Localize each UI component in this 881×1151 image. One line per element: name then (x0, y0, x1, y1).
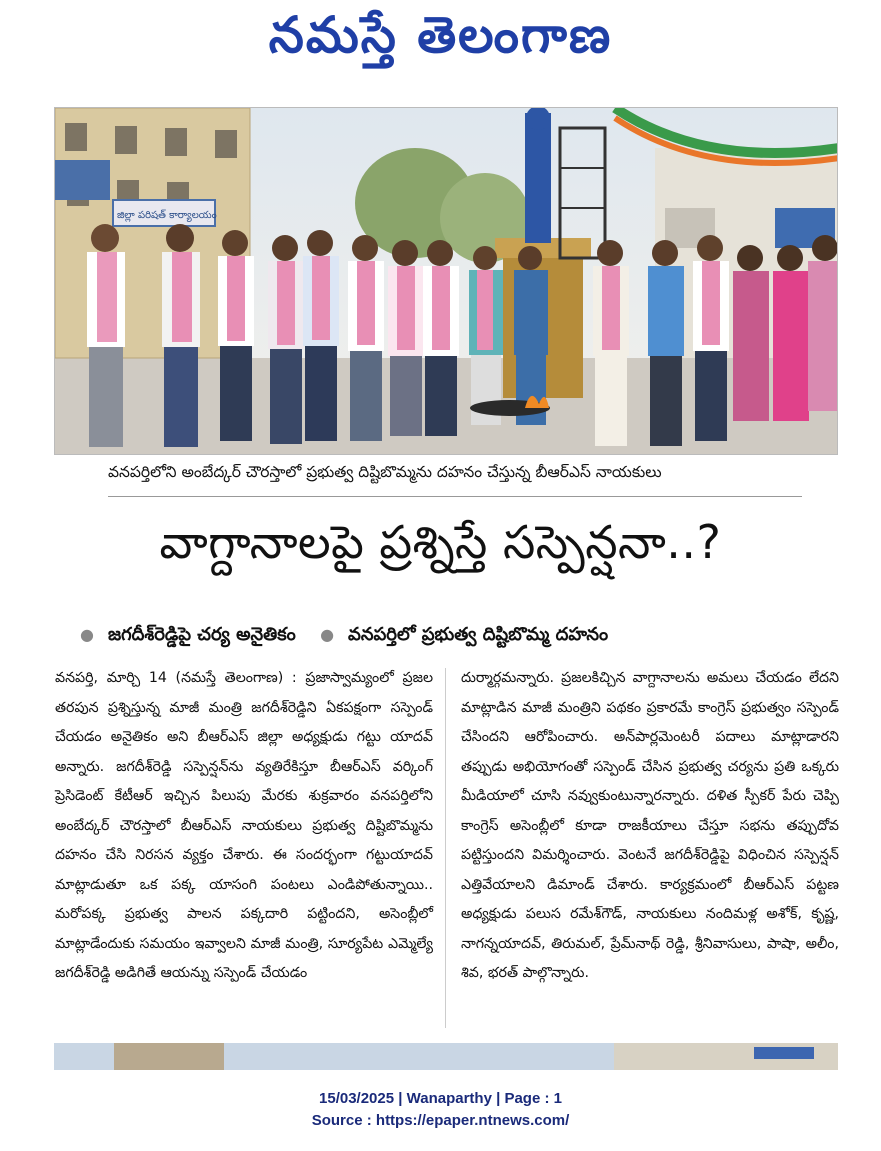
bullet-icon: ● (320, 625, 335, 644)
headline: వాగ్దానాలపై ప్రశ్నిస్తే సస్పెన్షనా..? (159, 515, 722, 569)
bullet-icon: ● (80, 625, 94, 644)
subhead-2: వనపర్తిలో ప్రభుత్వ దిష్టిబొమ్మ దహనం (348, 624, 609, 645)
footer (0, 1088, 881, 1132)
masthead (0, 0, 881, 78)
footer-edition: 15/03/2025 | Wanaparthy | Page : 1 (319, 1090, 562, 1107)
column-divider (445, 668, 446, 1028)
footer-source: Source : https://epaper.ntnews.com/ (311, 1112, 570, 1129)
subheads (80, 624, 840, 649)
caption-rule (108, 496, 802, 497)
next-photo-illustration (54, 1043, 838, 1070)
photo-caption: వనపర్తిలోని అంబేద్కర్ చౌరస్తాలో ప్రభుత్వ దిష్టిబొమ్మను దహనం చేస్తున్న బీఆర్ఎస్ నాయకులు (108, 463, 662, 481)
article-column-left: వనపర్తి, మార్చి 14 (నమస్తే తెలంగాణ) : ప్రజాస్వామ్యంలో ప్రజల తరపున ప్రశ్నిస్తున్న మాజీ మంత్రి జగదీశ్‌రెడ్డిని ఏకపక్షంగా సస్పెండ్ చేయడం అనైతికం అని బీఆర్ఎస్ జిల్లా అధ్యక్షుడు గట్టు యాదవ్ అన్నారు. జగదీశ్‌రెడ్డి సస్పెన్షన్‌ను వ్యతిరేకిస్తూ బీఆర్ఎస్ వర్కింగ్ ప్రెసిడెంట్ కేటీఆర్ ఇచ్చిన పిలుపు మేరకు శుక్రవారం వనపర్తిలోని అంబేద్కర్ చౌరస్తాలో బీఆర్ఎస్ నాయకులు ప్రభుత్వ దిష్టిబొమ్మను దహనం చేసి నిరసన వ్యక్తం చేశారు. ఈ సందర్భంగా గట్టుయాదవ్ మాట్లాడుతూ ఒక పక్క యాసంగి పంటలు ఎండిపోతున్నాయి.. మరోపక్క ప్రభుత్వ పాలన పక్కదారి పట్టిందని, అసెంబ్లీలో మాట్లాడేందుకు సమయం ఇవ్వాలని మాజీ మంత్రి, సూర్యపేట ఎమ్మెల్యే జగదీశ్‌రెడ్డి అడిగితే ఆయన్ను సస్పెండ్ చేయడం (55, 670, 433, 981)
next-photo-strip (54, 1043, 838, 1070)
protest-photo-illustration (55, 108, 838, 455)
article-column-right: దుర్మార్గమన్నారు. ప్రజలకిచ్చిన వాగ్దానాలను అమలు చేయడం లేదని మాట్లాడిన మాజీ మంత్రిని పథకం ప్రకారమే కాంగ్రెస్ ప్రభుత్వం సస్పెండ్ చేసిందని ఆరోపించారు. అన్‌పార్లమెంటరీ పదాలు మాట్లాడారని తప్పుడు అభియోగంతో సస్పెండ్ చేసిన ప్రభుత్వ చర్యను ప్రతి ఒక్కరు మీడియాలో చూసి నవ్వుకుంటున్నారన్నారు. దళిత స్పీకర్ పేరు చెప్పి కాంగ్రెస్ అసెంబ్లీలో కూడా రాజకీయాలు చేస్తూ సభను తప్పుదోవ పట్టిస్తుందని విమర్శించారు. వెంటనే జగదీశ్‌రెడ్డిపై విధించిన సస్పెన్షన్ ఎత్తివేయాలని డిమాండ్ చేశారు. కార్యక్రమంలో బీఆర్ఎస్ పట్టణ అధ్యక్షుడు పలుస రమేశ్‌గౌడ్, నాయకులు నందిమళ్ల అశోక్, కృష్ణ, నాగన్నయాదవ్, తిరుమల్, ప్రేమ్‌నాథ్ రెడ్డి, శ్రీనివాసులు, పాషా, అలీం, శివ, భరత్ పాల్గొన్నారు. (461, 670, 839, 981)
news-photo (54, 107, 838, 455)
photo-banner-text: జిల్లా పరిషత్ కార్యాలయం (117, 210, 217, 221)
masthead-title: నమస్తే తెలంగాణ (268, 6, 613, 64)
subhead-1: జగదీశ్‌రెడ్డిపై చర్య అనైతికం (107, 624, 296, 645)
